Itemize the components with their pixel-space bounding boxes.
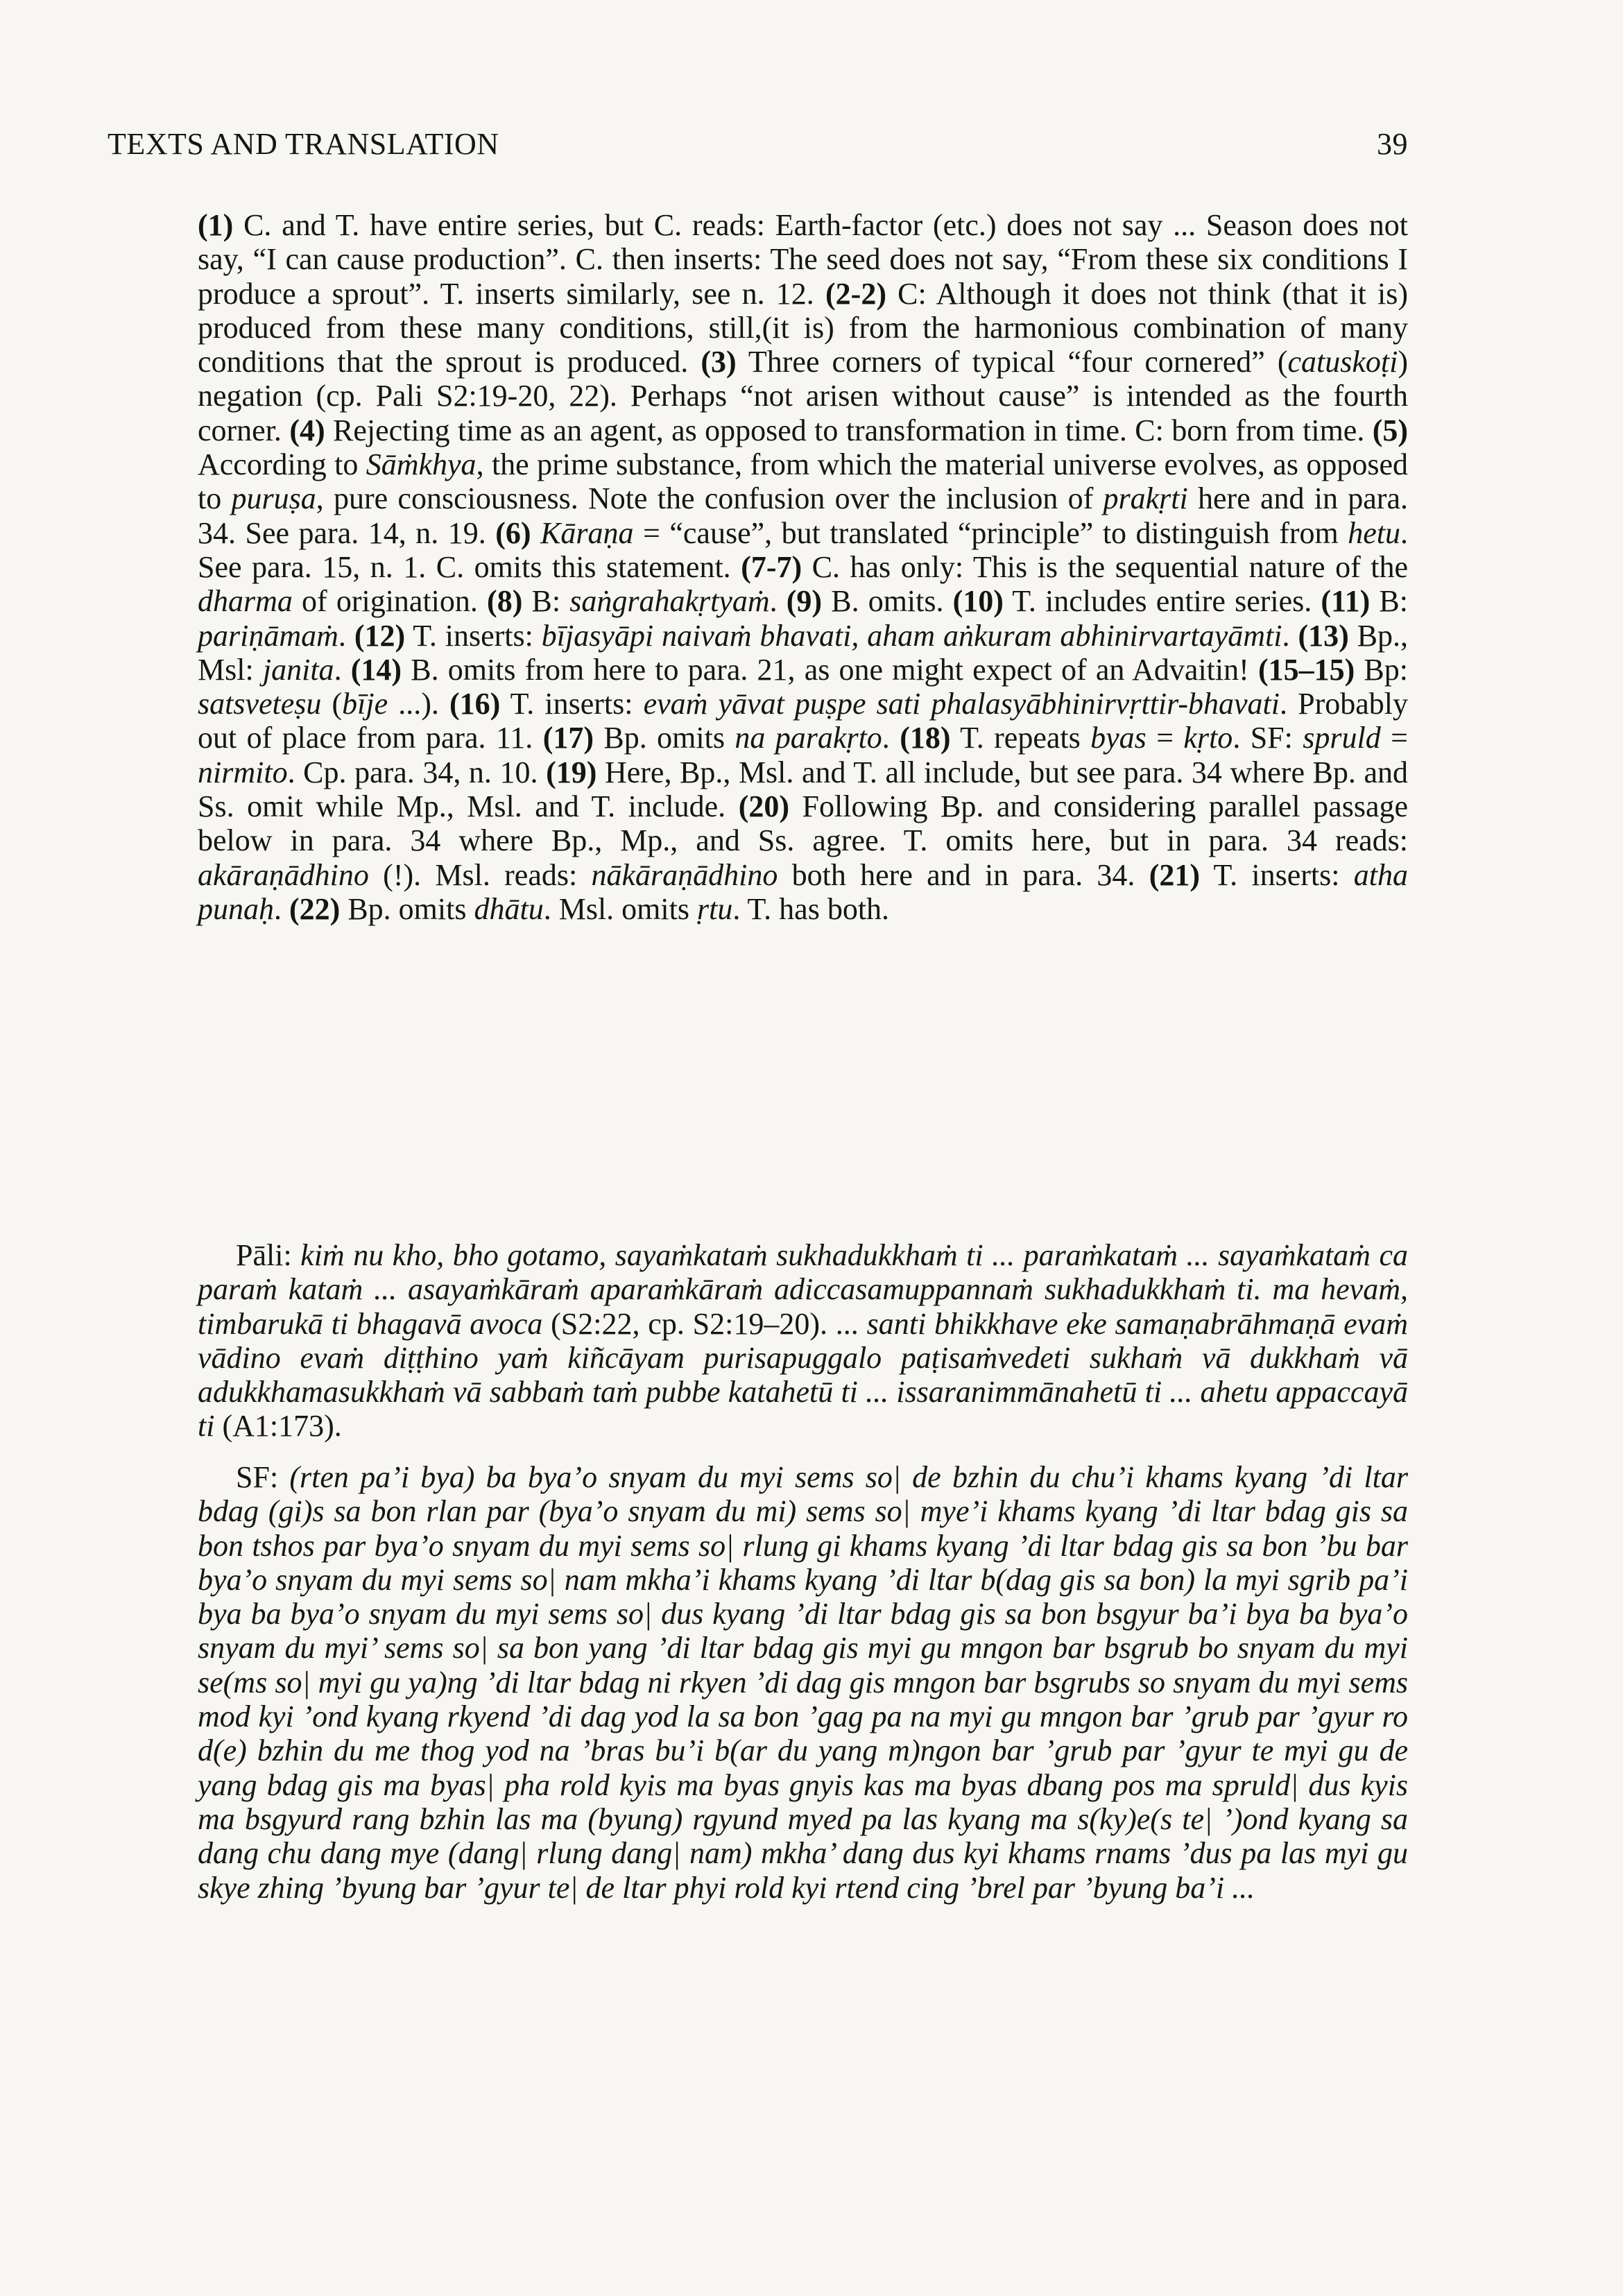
pali-parallel-paragraph: Pāli: kiṁ nu kho, bho gotamo, sayaṁkataṁ sukhadukkhaṁ ti ... paraṁkataṁ ... sayaṁkataṁ ca paraṁ kataṁ ... asayaṁkāraṁ aparaṁkāraṁ adiccasamuppannaṁ sukhadukkhaṁ ti. ma hevaṁ, timbarukā ti bhagavā avoca (S2:22, cp. S2:19–20). ... santi bhikkhave eke samaṇabrāhmaṇā evaṁ vādino evaṁ diṭṭhino yaṁ kiñcāyam purisapuggalo paṭisaṁvedeti sukhaṁ vā dukkhaṁ vā adukkhamasukkhaṁ vā sabbaṁ taṁ pubbe katahetū ti ... issaranimmānahetū ti ... ahetu appaccayā ti (A1:173). [198,1238,1408,1443]
sf-tibetan-paragraph: SF: (rten pa’i bya) ba bya’o snyam du myi sems so| de bzhin du chu’i khams kyang ’di ltar bdag (gi)s sa bon rlan par (bya’o snyam du mi) sems so| mye’i khams kyang ’di ltar bdag gis sa bon tshos par bya’o snyam du myi sems so| rlung gi khams kyang ’di ltar bdag gis sa bon ’bu bar bya’o snyam du myi sems so| nam mkha’i khams kyang ’di ltar b(dag gis sa bon) la myi sgrib pa’i bya ba bya’o snyam du myi sems so| dus kyang ’di ltar bdag gis sa bon bsgyur ba’i bya ba bya’o snyam du myi’ sems so| sa bon yang ’di ltar bdag gis myi gu mngon bar bsgrub bo snyam du myi se(ms so| myi gu ya)ng ’di ltar bdag ni rkyen ’di dag gis mngon bar bsgrubs so snyam du myi sems mod kyi ’ond kyang rkyend ’di dag yod la sa bon ’gag pa na myi gu mngon bar ’grub par ’gyur ro d(e) bzhin du me thog yod na ’bras bu’i b(ar du yang m)ngon bar ’grub par ’gyur te myi gu de yang bdag gis ma byas| pha rold kyis ma byas gnyis kas ma byas dbang pos ma spruld| dus kyis ma bsgyurd rang bzhin las ma (byung) rgyund myed pa las kyang ma s(ky)e(s te| ’)ond kyang sa dang chu dang mye (dang| rlung dang| nam) mkha’ dang dus kyi khams rnams ’dus pa las myi gu skye zhing ’byung bar ’gyur te| de ltar phyi rold kyi rtend cing ’brel par ’byung ba’i ... [198,1460,1409,1905]
page-number: 39 [1377,127,1408,161]
running-header [108,126,1408,162]
section-title: TEXTS AND TRANSLATION [108,127,499,161]
footnotes-paragraph: (1) C. and T. have entire series, but C. reads: Earth-factor (etc.) does not say ... Season does not say, “I can cause production”. C. then inserts: The seed does not say, “From these six conditions I produce a sprout”. T. inserts similarly, see n. 12. (2-2) C: Although it does not think (that it is) produced from these many conditions, still,(it is) from the harmonious combination of many conditions that the sprout is produced. (3) Three corners of typical “four cornered” (catuskoṭi) negation (cp. Pali S2:19-20, 22). Perhaps “not arisen without cause” is intended as the fourth corner. (4) Rejecting time as an agent, as opposed to transformation in time. C: born from time. (5) According to Sāṁkhya, the prime substance, from which the material universe evolves, as opposed to puruṣa, pure consciousness. Note the confusion over the inclusion of prakṛti here and in para. 34. See para. 14, n. 19. (6) Kāraṇa = “cause”, but translated “principle” to distinguish from hetu. See para. 15, n. 1. C. omits this statement. (7-7) C. has only: This is the sequential nature of the dharma of origination. (8) B: saṅgrahakṛtyaṁ. (9) B. omits. (10) T. includes entire series. (11) B: pariṇāmaṁ. (12) T. inserts: bījasyāpi naivaṁ bhavati, aham aṅkuram abhinirvartayāmti. (13) Bp., Msl: janita. (14) B. omits from here to para. 21, as one might expect of an Advaitin! (15–15) Bp: satsveteṣu (bīje ...). (16) T. inserts: evaṁ yāvat puṣpe sati phalasyābhinirvṛttir-bhavati. Probably out of place from para. 11. (17) Bp. omits na parakṛto. (18) T. repeats byas = kṛto. SF: spruld = nirmito. Cp. para. 34, n. 10. (19) Here, Bp., Msl. and T. all include, but see para. 34 where Bp. and Ss. omit while Mp., Msl. and T. include. (20) Following Bp. and considering parallel passage below in para. 34 where Bp., Mp., and Ss. agree. T. omits here, but in para. 34 reads: akāraṇādhino (!). Msl. reads: nākāraṇādhino both here and in para. 34. (21) T. inserts: atha punaḥ. (22) Bp. omits dhātu. Msl. omits ṛtu. T. has both. [198,208,1409,926]
